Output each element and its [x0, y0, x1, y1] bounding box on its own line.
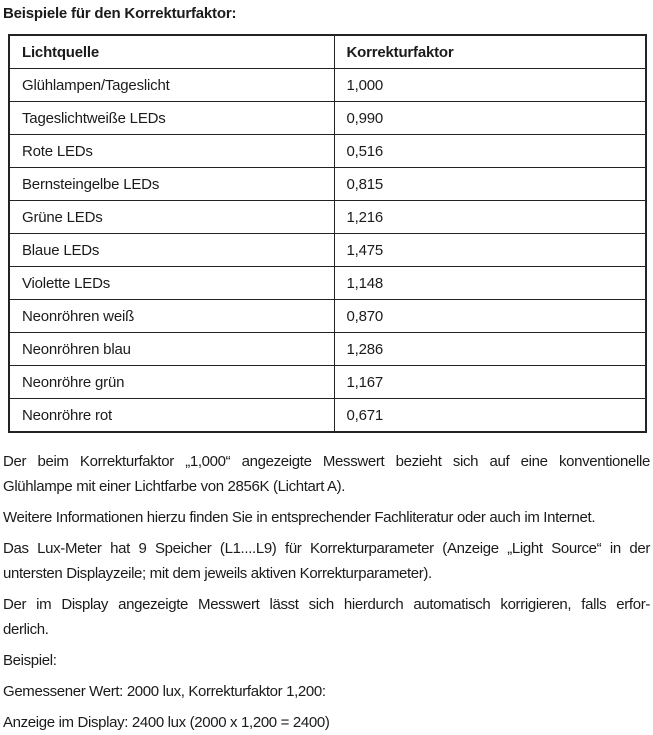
paragraph-display-result — [3, 710, 650, 735]
cell-correction-factor: 0,990 — [334, 102, 646, 135]
cell-correction-factor: 0,516 — [334, 135, 646, 168]
cell-light-source: Rote LEDs — [9, 135, 334, 168]
cell-light-source: Neonröhren weiß — [9, 300, 334, 333]
text-line: Gemessener Wert: 2000 lux, Korrekturfaktor 1,200: — [3, 683, 326, 700]
table-row — [9, 267, 646, 300]
paragraph-auto-correction — [3, 592, 650, 642]
cell-correction-factor: 1,167 — [334, 366, 646, 399]
cell-correction-factor: 1,148 — [334, 267, 646, 300]
table-row — [9, 333, 646, 366]
paragraph-memory-slots — [3, 536, 650, 586]
cell-correction-factor: 1,216 — [334, 201, 646, 234]
table-row — [9, 300, 646, 333]
table-row — [9, 366, 646, 399]
cell-correction-factor: 1,286 — [334, 333, 646, 366]
text-line: derlich. — [3, 621, 49, 638]
paragraph-example-label — [3, 648, 650, 673]
table-row — [9, 399, 646, 433]
cell-light-source: Neonröhre rot — [9, 399, 334, 433]
cell-light-source: Neonröhre grün — [9, 366, 334, 399]
cell-correction-factor: 0,671 — [334, 399, 646, 433]
paragraph-correction-factor-note — [3, 449, 650, 499]
body-text — [3, 449, 650, 735]
cell-light-source: Violette LEDs — [9, 267, 334, 300]
column-header-korrekturfaktor: Korrekturfaktor — [334, 35, 646, 69]
paragraph-measured-value — [3, 679, 650, 704]
table-row — [9, 69, 646, 102]
table-row — [9, 135, 646, 168]
table-row — [9, 102, 646, 135]
table-header-row — [9, 35, 646, 69]
cell-light-source: Glühlampen/Tageslicht — [9, 69, 334, 102]
table-row — [9, 168, 646, 201]
cell-light-source: Bernsteingelbe LEDs — [9, 168, 334, 201]
cell-correction-factor: 0,815 — [334, 168, 646, 201]
cell-light-source: Tageslichtweiße LEDs — [9, 102, 334, 135]
cell-correction-factor: 0,870 — [334, 300, 646, 333]
page-title: Beispiele für den Korrekturfaktor: — [3, 5, 237, 22]
cell-light-source: Blaue LEDs — [9, 234, 334, 267]
correction-factor-table — [8, 34, 647, 433]
cell-light-source: Grüne LEDs — [9, 201, 334, 234]
text-line: Der im Display angezeigte Messwert lässt sich hierdurch automatisch korrigieren, falls erfor- — [3, 596, 650, 613]
text-line: Anzeige im Display: 2400 lux (2000 x 1,200 = 2400) — [3, 714, 330, 731]
cell-light-source: Neonröhren blau — [9, 333, 334, 366]
text-line: Das Lux-Meter hat 9 Speicher (L1....L9) für Korrekturparameter (Anzeige „Light Source“ in der — [3, 540, 650, 557]
text-line: Weitere Informationen hierzu finden Sie in entsprechender Fachliteratur oder auch im Internet. — [3, 509, 596, 526]
text-line: untersten Displayzeile; mit dem jeweils aktiven Korrekturparameter). — [3, 565, 432, 582]
text-line: Glühlampe mit einer Lichtfarbe von 2856K (Lichtart A). — [3, 478, 346, 495]
paragraph-further-information — [3, 505, 650, 530]
text-line: Beispiel: — [3, 652, 57, 669]
column-header-lichtquelle: Lichtquelle — [9, 35, 334, 69]
cell-correction-factor: 1,475 — [334, 234, 646, 267]
cell-correction-factor: 1,000 — [334, 69, 646, 102]
table-row — [9, 201, 646, 234]
text-line: Der beim Korrekturfaktor „1,000“ angezeigte Messwert bezieht sich auf eine konventionelle — [3, 453, 650, 470]
table-row — [9, 234, 646, 267]
